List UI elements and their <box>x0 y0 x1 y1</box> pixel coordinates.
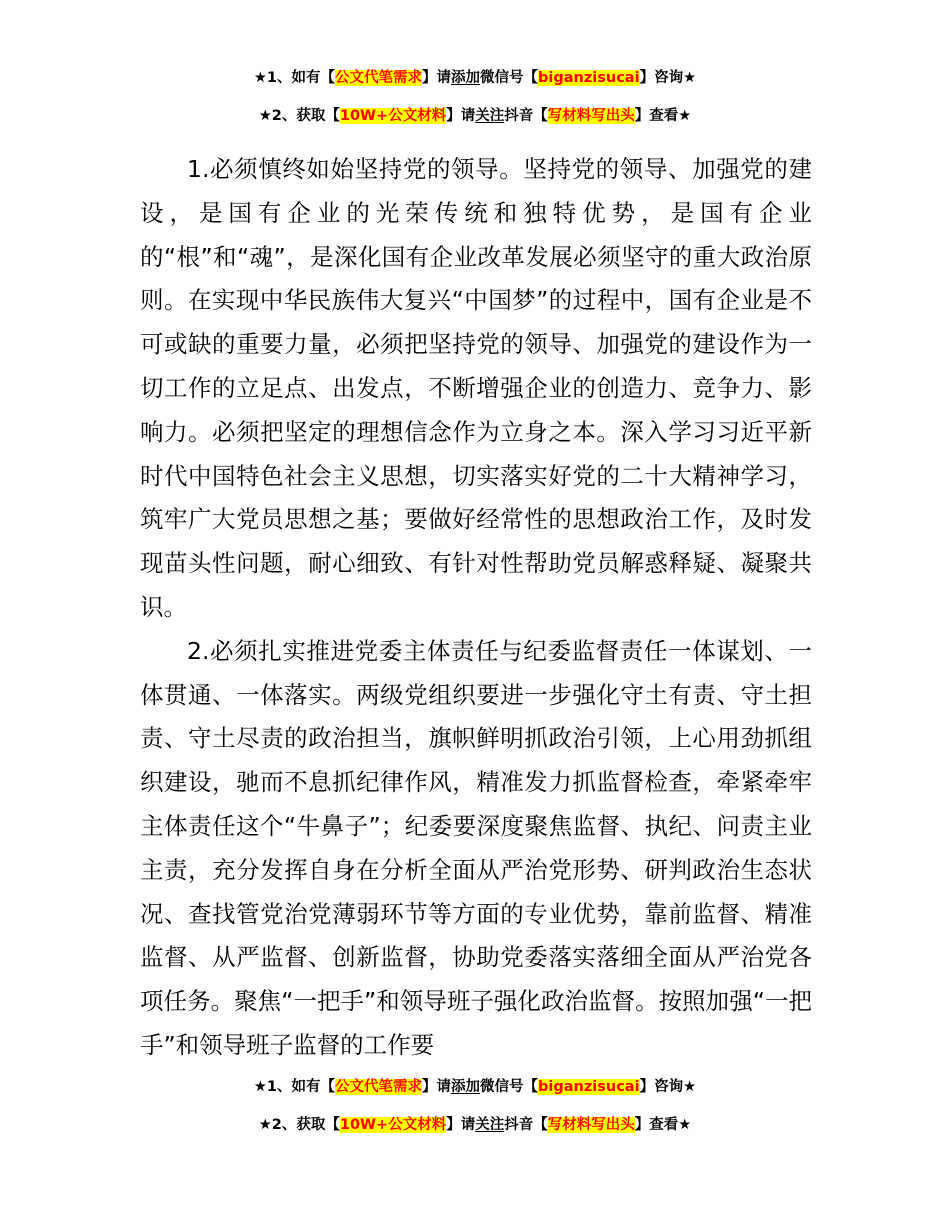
header-l2-prefix: ★2、获取【 <box>258 108 340 124</box>
footer-l1-mid1: 】请 <box>422 1079 452 1095</box>
footer-l1-underline-add: 添加 <box>451 1079 481 1095</box>
footer-l2-highlight-douyin-account: 写材料写出头 <box>547 1117 635 1133</box>
header-l1-highlight-wechat-id: biganzisucai <box>538 70 640 86</box>
footer-l1-highlight-service: 公文代笔需求 <box>335 1079 423 1095</box>
header-banner-line-2 <box>0 106 950 126</box>
footer-l2-highlight-materials: 10W+公文材料 <box>339 1117 447 1133</box>
footer-l1-highlight-wechat-id: biganzisucai <box>538 1079 640 1095</box>
footer-l2-prefix: ★2、获取【 <box>258 1117 340 1133</box>
footer-l2-underline-follow: 关注 <box>475 1117 505 1133</box>
document-body <box>140 148 812 1068</box>
footer-l1-prefix: ★1、如有【 <box>253 1079 336 1095</box>
footer-l2-mid2: 抖音【 <box>504 1117 548 1133</box>
header-l1-prefix: ★1、如有【 <box>253 70 336 86</box>
footer-l1-suffix: 】咨询★ <box>639 1079 697 1095</box>
header-l2-highlight-douyin-account: 写材料写出头 <box>547 108 635 124</box>
header-l2-suffix: 】查看★ <box>634 108 692 124</box>
footer-l1-mid2: 微信号【 <box>480 1079 539 1095</box>
header-l1-mid1: 】请 <box>422 70 452 86</box>
footer-l2-mid1: 】请 <box>446 1117 476 1133</box>
header-l1-underline-add: 添加 <box>451 70 481 86</box>
header-l1-highlight-service: 公文代笔需求 <box>335 70 423 86</box>
header-l1-mid2: 微信号【 <box>480 70 539 86</box>
paragraph-1: 1.必须慎终如始坚持党的领导。坚持党的领导、加强党的建设，是国有企业的光荣传统和独特优势，是国有企业的“根”和“魂”，是深化国有企业改革发展必须坚守的重大政治原则。在实现中华民族伟大复兴“中国梦”的过程中，国有企业是不可或缺的重要力量，必须把坚持党的领导、加强党的建设作为一切工作的立足点、出发点，不断增强企业的创造力、竞争力、影响力。必须把坚定的理想信念作为立身之本。深入学习习近平新时代中国特色社会主义思想，切实落实好党的二十大精神学习，筑牢广大党员思想之基；要做好经常性的思想政治工作，及时发现苗头性问题，耐心细致、有针对性帮助党员解惑释疑、凝聚共识。 <box>140 155 812 621</box>
header-l2-mid2: 抖音【 <box>504 108 548 124</box>
footer-banner-line-1 <box>0 1077 950 1097</box>
header-l2-underline-follow: 关注 <box>475 108 505 124</box>
footer-l2-suffix: 】查看★ <box>634 1117 692 1133</box>
header-l2-highlight-materials: 10W+公文材料 <box>339 108 447 124</box>
paragraph-2: 2.必须扎实推进党委主体责任与纪委监督责任一体谋划、一体贯通、一体落实。两级党组织要进一步强化守土有责、守土担责、守土尽责的政治担当，旗帜鲜明抓政治引领，上心用劲抓组织建设，驰而不息抓纪律作风，精准发力抓监督检查，牵紧牵牢主体责任这个“牛鼻子”；纪委要深度聚焦监督、执纪、问责主业主责，充分发挥自身在分析全面从严治党形势、研判政治生态状况、查找管党治党薄弱环节等方面的专业优势，靠前监督、精准监督、从严监督、创新监督，协助党委落实落细全面从严治党各项任务。聚焦“一把手”和领导班子强化政治监督。按照加强“一把手”和领导班子监督的工作要 <box>140 636 812 1059</box>
header-banner-line-1 <box>0 68 950 88</box>
header-l1-suffix: 】咨询★ <box>639 70 697 86</box>
header-l2-mid1: 】请 <box>446 108 476 124</box>
footer-banner-line-2 <box>0 1115 950 1135</box>
